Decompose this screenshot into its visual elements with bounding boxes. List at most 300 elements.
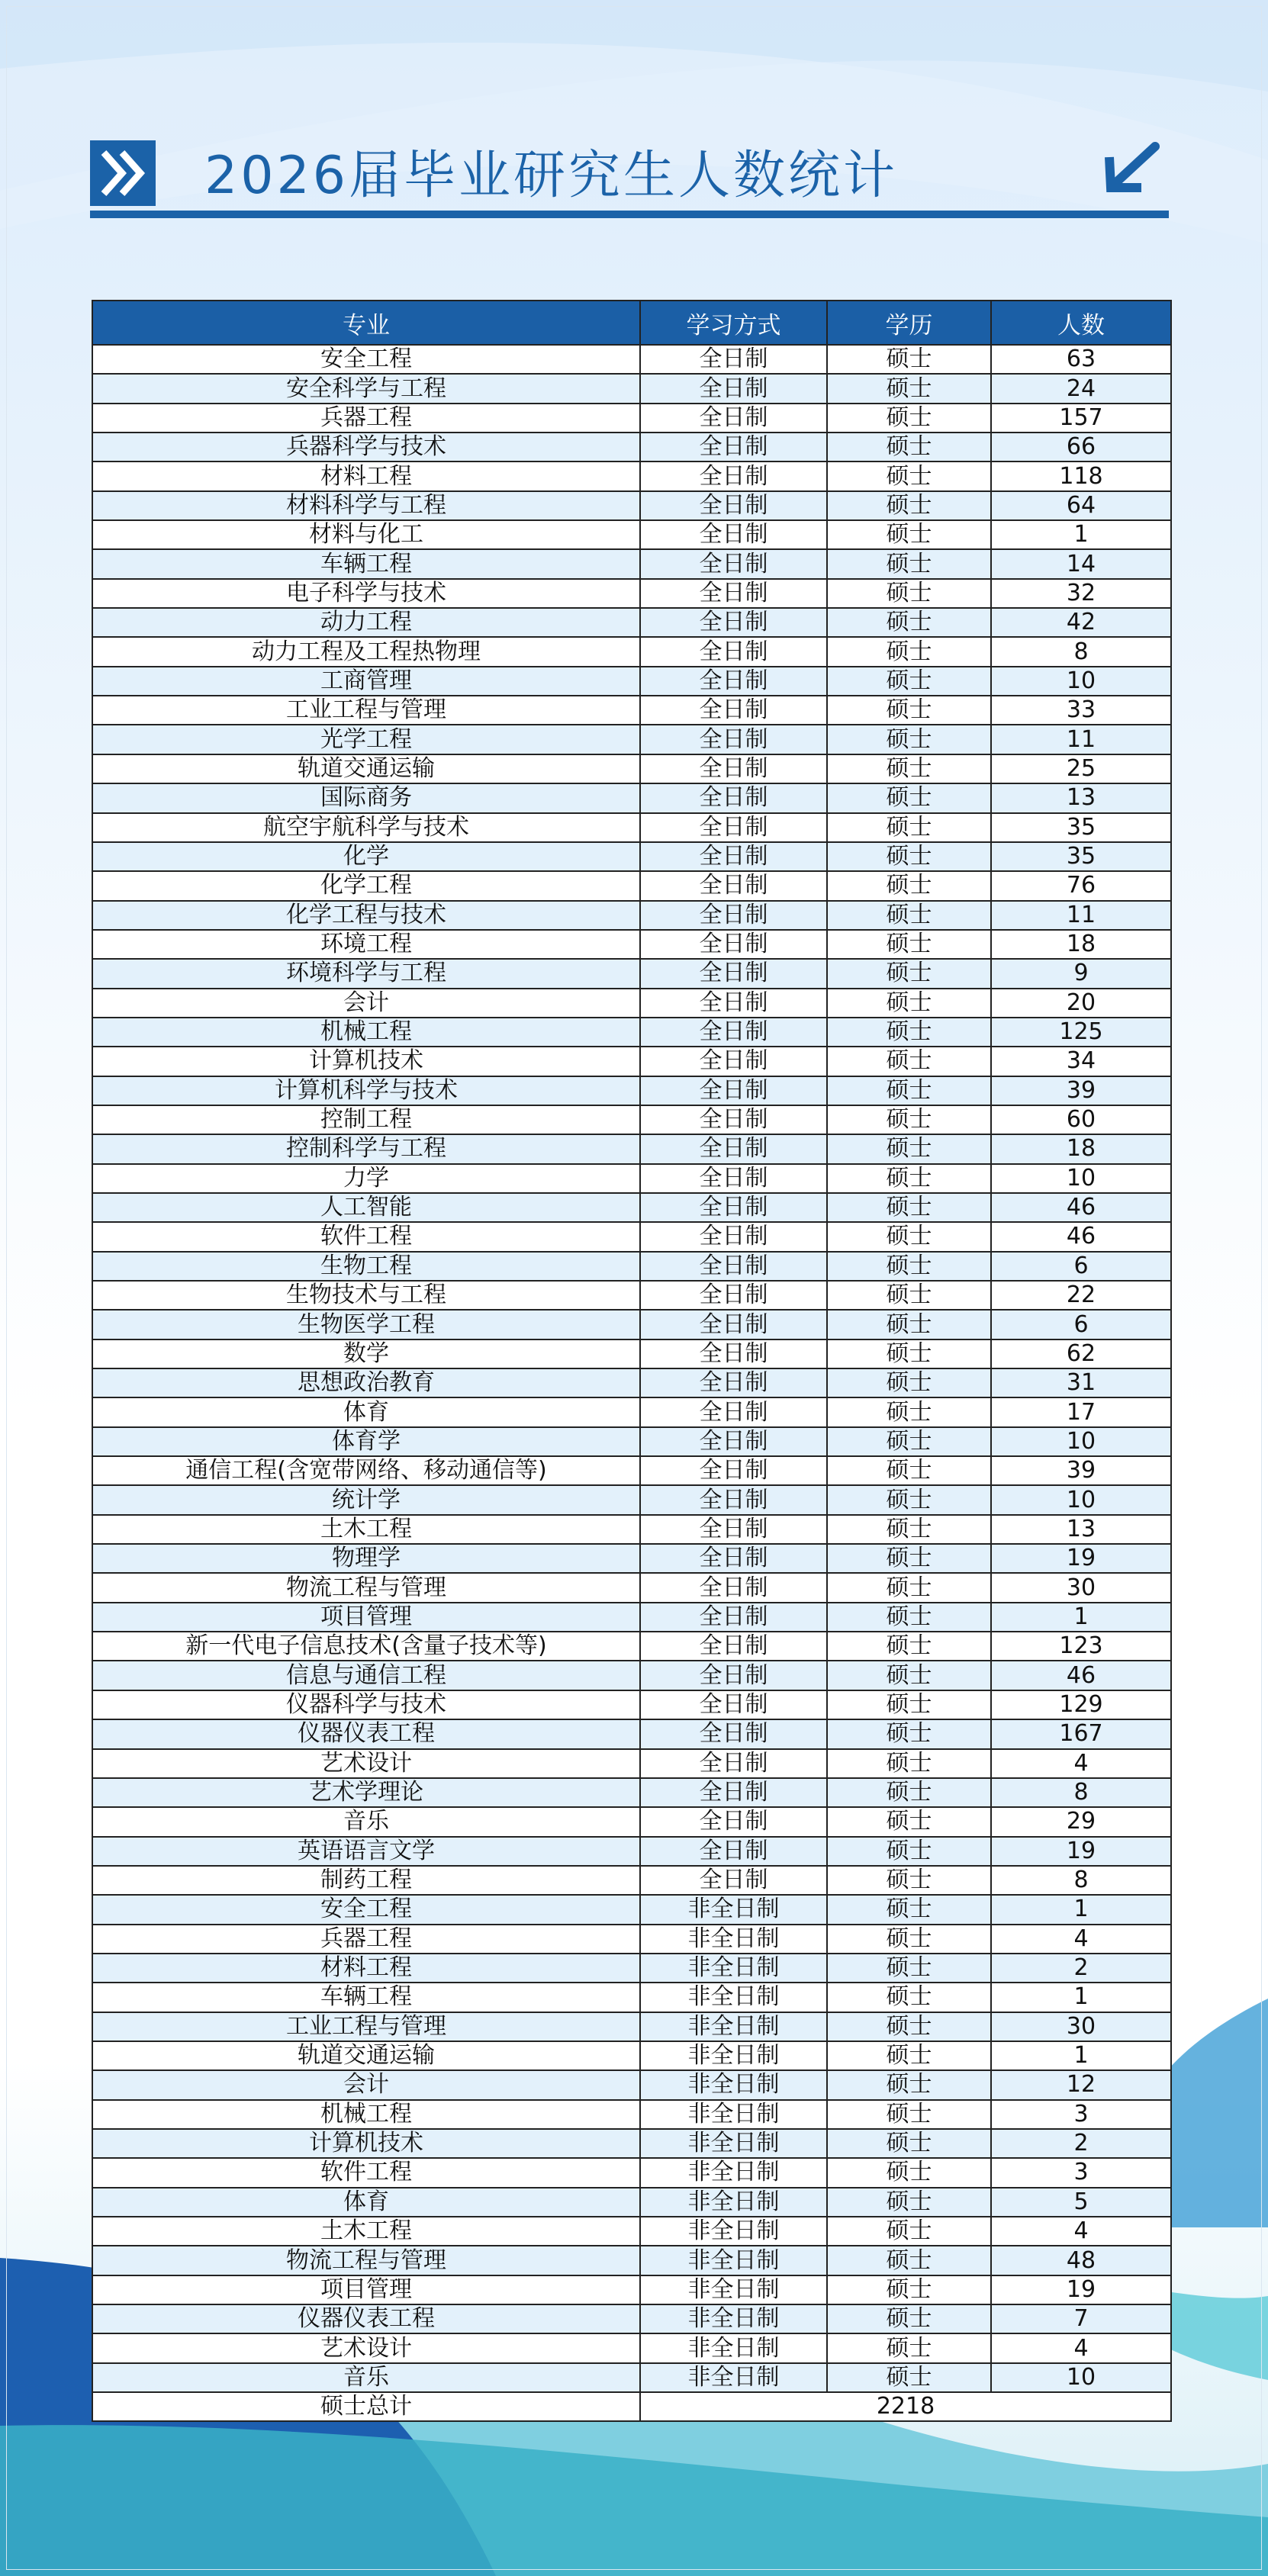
page-header — [90, 137, 1169, 220]
cell-major: 项目管理 — [92, 1603, 640, 1632]
cell-count: 11 — [991, 901, 1171, 930]
cell-major: 材料与化工 — [92, 520, 640, 549]
cell-count: 1 — [991, 520, 1171, 549]
table-row — [92, 1632, 1171, 1661]
cell-degree: 硕士 — [827, 1895, 991, 1924]
cell-study-mode: 全日制 — [640, 1807, 827, 1836]
cell-major: 计算机技术 — [92, 2129, 640, 2158]
cell-study-mode: 全日制 — [640, 930, 827, 959]
cell-study-mode: 全日制 — [640, 754, 827, 783]
cell-study-mode: 全日制 — [640, 1368, 827, 1397]
cell-count: 4 — [991, 1749, 1171, 1778]
cell-major: 音乐 — [92, 2363, 640, 2392]
cell-major: 工业工程与管理 — [92, 2012, 640, 2041]
cell-count: 10 — [991, 667, 1171, 696]
cell-degree: 硕士 — [827, 2333, 991, 2362]
cell-degree: 硕士 — [827, 989, 991, 1018]
table-body — [92, 345, 1171, 2392]
cell-study-mode: 全日制 — [640, 1485, 827, 1514]
cell-count: 6 — [991, 1252, 1171, 1281]
table-row — [92, 2275, 1171, 2304]
cell-study-mode: 全日制 — [640, 1573, 827, 1602]
cell-degree: 硕士 — [827, 1719, 991, 1748]
cell-study-mode: 非全日制 — [640, 2275, 827, 2304]
cell-major: 艺术学理论 — [92, 1778, 640, 1807]
cell-study-mode: 全日制 — [640, 1690, 827, 1719]
cell-study-mode: 全日制 — [640, 725, 827, 754]
cell-major: 人工智能 — [92, 1193, 640, 1222]
cell-major: 控制科学与工程 — [92, 1134, 640, 1163]
cell-study-mode: 非全日制 — [640, 2100, 827, 2129]
table-row — [92, 1397, 1171, 1426]
table-row — [92, 1573, 1171, 1602]
table-row — [92, 1368, 1171, 1397]
cell-degree: 硕士 — [827, 1573, 991, 1602]
table-row — [92, 1485, 1171, 1514]
cell-major: 动力工程 — [92, 608, 640, 637]
cell-degree: 硕士 — [827, 1866, 991, 1895]
cell-count: 125 — [991, 1018, 1171, 1047]
cell-degree: 硕士 — [827, 404, 991, 433]
cell-degree: 硕士 — [827, 1427, 991, 1456]
cell-major: 仪器科学与技术 — [92, 1690, 640, 1719]
cell-count: 18 — [991, 1134, 1171, 1163]
cell-degree: 硕士 — [827, 901, 991, 930]
cell-major: 生物技术与工程 — [92, 1281, 640, 1310]
cell-major: 计算机科学与技术 — [92, 1076, 640, 1105]
cell-count: 19 — [991, 1544, 1171, 1573]
cell-study-mode: 全日制 — [640, 1193, 827, 1222]
cell-major: 化学工程 — [92, 871, 640, 900]
cell-count: 20 — [991, 989, 1171, 1018]
cell-degree: 硕士 — [827, 1164, 991, 1193]
cell-study-mode: 全日制 — [640, 374, 827, 403]
cell-study-mode: 全日制 — [640, 608, 827, 637]
cell-count: 32 — [991, 579, 1171, 608]
table-row — [92, 2246, 1171, 2275]
cell-count: 7 — [991, 2304, 1171, 2333]
cell-study-mode: 全日制 — [640, 1456, 827, 1485]
cell-major: 项目管理 — [92, 2275, 640, 2304]
cell-degree: 硕士 — [827, 1515, 991, 1544]
table-row — [92, 549, 1171, 578]
cell-count: 10 — [991, 1485, 1171, 1514]
cell-major: 仪器仪表工程 — [92, 1719, 640, 1748]
cell-count: 63 — [991, 345, 1171, 374]
table-row — [92, 1076, 1171, 1105]
cell-major: 物流工程与管理 — [92, 1573, 640, 1602]
cell-degree: 硕士 — [827, 959, 991, 988]
cell-study-mode: 全日制 — [640, 461, 827, 490]
table-row — [92, 1281, 1171, 1310]
cell-study-mode: 非全日制 — [640, 2158, 827, 2187]
cell-study-mode: 全日制 — [640, 549, 827, 578]
cell-major: 物理学 — [92, 1544, 640, 1573]
cell-count: 8 — [991, 1866, 1171, 1895]
cell-major: 艺术设计 — [92, 1749, 640, 1778]
table-row — [92, 1427, 1171, 1456]
table-row — [92, 1193, 1171, 1222]
table-row — [92, 1018, 1171, 1047]
table-row — [92, 2188, 1171, 2217]
table-row — [92, 1895, 1171, 1924]
cell-degree: 硕士 — [827, 813, 991, 842]
cell-count: 10 — [991, 2363, 1171, 2392]
cell-count: 76 — [991, 871, 1171, 900]
cell-count: 10 — [991, 1164, 1171, 1193]
cell-major: 轨道交通运输 — [92, 754, 640, 783]
cell-major: 会计 — [92, 989, 640, 1018]
cell-study-mode: 全日制 — [640, 1310, 827, 1339]
cell-count: 5 — [991, 2188, 1171, 2217]
cell-count: 29 — [991, 1807, 1171, 1836]
table-row — [92, 1252, 1171, 1281]
cell-major: 生物工程 — [92, 1252, 640, 1281]
cell-degree: 硕士 — [827, 2070, 991, 2099]
cell-study-mode: 全日制 — [640, 901, 827, 930]
cell-study-mode: 全日制 — [640, 1252, 827, 1281]
cell-count: 22 — [991, 1281, 1171, 1310]
table-row — [92, 901, 1171, 930]
table-row — [92, 2129, 1171, 2158]
cell-study-mode: 全日制 — [640, 1134, 827, 1163]
cell-major: 机械工程 — [92, 1018, 640, 1047]
cell-degree: 硕士 — [827, 345, 991, 374]
cell-study-mode: 非全日制 — [640, 1983, 827, 2012]
table-row — [92, 461, 1171, 490]
cell-count: 118 — [991, 461, 1171, 490]
cell-major: 机械工程 — [92, 2100, 640, 2129]
cell-study-mode: 全日制 — [640, 433, 827, 461]
cell-count: 129 — [991, 1690, 1171, 1719]
cell-major: 安全工程 — [92, 345, 640, 374]
graduate-stats-table — [92, 300, 1172, 2422]
cell-study-mode: 非全日制 — [640, 2304, 827, 2333]
cell-study-mode: 全日制 — [640, 1515, 827, 1544]
table-row — [92, 2304, 1171, 2333]
table-row — [92, 667, 1171, 696]
cell-count: 4 — [991, 2333, 1171, 2362]
cell-count: 14 — [991, 549, 1171, 578]
table-row — [92, 1164, 1171, 1193]
table-row — [92, 2158, 1171, 2187]
cell-study-mode: 全日制 — [640, 813, 827, 842]
cell-major: 音乐 — [92, 1807, 640, 1836]
total-value: 2218 — [640, 2392, 1171, 2421]
cell-count: 2 — [991, 2129, 1171, 2158]
table-row — [92, 754, 1171, 783]
cell-major: 控制工程 — [92, 1105, 640, 1134]
cell-degree: 硕士 — [827, 1076, 991, 1105]
cell-study-mode: 非全日制 — [640, 2041, 827, 2070]
cell-degree: 硕士 — [827, 433, 991, 461]
cell-study-mode: 全日制 — [640, 842, 827, 871]
cell-study-mode: 全日制 — [640, 1281, 827, 1310]
cell-major: 兵器科学与技术 — [92, 433, 640, 461]
table-row — [92, 1807, 1171, 1836]
table-row — [92, 930, 1171, 959]
cell-count: 9 — [991, 959, 1171, 988]
cell-degree: 硕士 — [827, 637, 991, 666]
cell-degree: 硕士 — [827, 754, 991, 783]
cell-count: 19 — [991, 2275, 1171, 2304]
cell-degree: 硕士 — [827, 1544, 991, 1573]
cell-study-mode: 全日制 — [640, 1661, 827, 1690]
cell-major: 工商管理 — [92, 667, 640, 696]
cell-major: 生物医学工程 — [92, 1310, 640, 1339]
header-study-mode: 学习方式 — [640, 301, 827, 345]
cell-degree: 硕士 — [827, 1456, 991, 1485]
cell-degree: 硕士 — [827, 2275, 991, 2304]
cell-major: 仪器仪表工程 — [92, 2304, 640, 2333]
cell-degree: 硕士 — [827, 608, 991, 637]
cell-count: 46 — [991, 1193, 1171, 1222]
cell-major: 会计 — [92, 2070, 640, 2099]
cell-study-mode: 全日制 — [640, 1427, 827, 1456]
table-row — [92, 2041, 1171, 2070]
cell-study-mode: 全日制 — [640, 1047, 827, 1076]
cell-study-mode: 全日制 — [640, 1749, 827, 1778]
table-row — [92, 520, 1171, 549]
cell-degree: 硕士 — [827, 1310, 991, 1339]
cell-degree: 硕士 — [827, 1983, 991, 2012]
cell-count: 12 — [991, 2070, 1171, 2099]
cell-study-mode: 全日制 — [640, 1837, 827, 1866]
cell-study-mode: 全日制 — [640, 404, 827, 433]
cell-major: 体育 — [92, 1397, 640, 1426]
table-row — [92, 1954, 1171, 1983]
cell-major: 体育学 — [92, 1427, 640, 1456]
cell-major: 土木工程 — [92, 2217, 640, 2246]
cell-major: 计算机技术 — [92, 1047, 640, 1076]
cell-count: 60 — [991, 1105, 1171, 1134]
cell-count: 1 — [991, 1983, 1171, 2012]
cell-study-mode: 全日制 — [640, 579, 827, 608]
table-row — [92, 1339, 1171, 1368]
cell-degree: 硕士 — [827, 2363, 991, 2392]
cell-major: 安全工程 — [92, 1895, 640, 1924]
cell-study-mode: 全日制 — [640, 696, 827, 725]
total-row — [92, 2392, 1171, 2421]
cell-count: 34 — [991, 1047, 1171, 1076]
cell-degree: 硕士 — [827, 1807, 991, 1836]
cell-major: 国际商务 — [92, 783, 640, 812]
cell-count: 25 — [991, 754, 1171, 783]
table-row — [92, 2012, 1171, 2041]
cell-degree: 硕士 — [827, 1925, 991, 1954]
cell-degree: 硕士 — [827, 579, 991, 608]
cell-count: 33 — [991, 696, 1171, 725]
cell-count: 1 — [991, 1895, 1171, 1924]
cell-degree: 硕士 — [827, 549, 991, 578]
header-degree: 学历 — [827, 301, 991, 345]
cell-count: 167 — [991, 1719, 1171, 1748]
cell-degree: 硕士 — [827, 1485, 991, 1514]
cell-count: 19 — [991, 1837, 1171, 1866]
cell-degree: 硕士 — [827, 1193, 991, 1222]
cell-study-mode: 全日制 — [640, 1076, 827, 1105]
cell-major: 体育 — [92, 2188, 640, 2217]
cell-degree: 硕士 — [827, 1368, 991, 1397]
cell-study-mode: 非全日制 — [640, 1954, 827, 1983]
cell-degree: 硕士 — [827, 1281, 991, 1310]
table-row — [92, 1222, 1171, 1251]
cell-major: 统计学 — [92, 1485, 640, 1514]
table-row — [92, 1105, 1171, 1134]
cell-count: 2 — [991, 1954, 1171, 1983]
cell-count: 64 — [991, 491, 1171, 520]
cell-degree: 硕士 — [827, 1954, 991, 1983]
cell-count: 3 — [991, 2158, 1171, 2187]
table-row — [92, 1661, 1171, 1690]
cell-study-mode: 全日制 — [640, 1339, 827, 1368]
cell-degree: 硕士 — [827, 1018, 991, 1047]
cell-count: 39 — [991, 1076, 1171, 1105]
cell-study-mode: 全日制 — [640, 520, 827, 549]
table-row — [92, 1603, 1171, 1632]
cell-count: 35 — [991, 842, 1171, 871]
cell-study-mode: 全日制 — [640, 1778, 827, 1807]
cell-degree: 硕士 — [827, 1134, 991, 1163]
table-row — [92, 579, 1171, 608]
table-row — [92, 1719, 1171, 1748]
cell-degree: 硕士 — [827, 1661, 991, 1690]
cell-count: 6 — [991, 1310, 1171, 1339]
cell-major: 新一代电子信息技术(含量子技术等) — [92, 1632, 640, 1661]
table-row — [92, 2333, 1171, 2362]
cell-degree: 硕士 — [827, 2041, 991, 2070]
cell-degree: 硕士 — [827, 725, 991, 754]
cell-major: 通信工程(含宽带网络、移动通信等) — [92, 1456, 640, 1485]
cell-count: 39 — [991, 1456, 1171, 1485]
table-row — [92, 1456, 1171, 1485]
cell-major: 动力工程及工程热物理 — [92, 637, 640, 666]
cell-degree: 硕士 — [827, 842, 991, 871]
cell-major: 物流工程与管理 — [92, 2246, 640, 2275]
cell-count: 30 — [991, 1573, 1171, 1602]
cell-count: 46 — [991, 1661, 1171, 1690]
table-row — [92, 345, 1171, 374]
cell-major: 光学工程 — [92, 725, 640, 754]
cell-degree: 硕士 — [827, 1222, 991, 1251]
cell-count: 46 — [991, 1222, 1171, 1251]
cell-degree: 硕士 — [827, 461, 991, 490]
table-row — [92, 725, 1171, 754]
title-underline — [90, 211, 1169, 218]
cell-study-mode: 非全日制 — [640, 2129, 827, 2158]
table-row — [92, 2100, 1171, 2129]
table-row — [92, 1690, 1171, 1719]
table-row — [92, 637, 1171, 666]
cell-major: 轨道交通运输 — [92, 2041, 640, 2070]
cell-study-mode: 全日制 — [640, 871, 827, 900]
cell-degree: 硕士 — [827, 1632, 991, 1661]
table-row — [92, 1134, 1171, 1163]
cell-count: 1 — [991, 2041, 1171, 2070]
cell-major: 环境工程 — [92, 930, 640, 959]
cell-study-mode: 非全日制 — [640, 2246, 827, 2275]
cell-study-mode: 全日制 — [640, 1018, 827, 1047]
cell-study-mode: 全日制 — [640, 1105, 827, 1134]
cell-major: 软件工程 — [92, 1222, 640, 1251]
cell-degree: 硕士 — [827, 520, 991, 549]
table-row — [92, 813, 1171, 842]
cell-major: 信息与通信工程 — [92, 1661, 640, 1690]
cell-degree: 硕士 — [827, 783, 991, 812]
table-row — [92, 433, 1171, 461]
table-row — [92, 2217, 1171, 2246]
cell-count: 31 — [991, 1368, 1171, 1397]
cell-major: 工业工程与管理 — [92, 696, 640, 725]
cell-degree: 硕士 — [827, 2158, 991, 2187]
cell-degree: 硕士 — [827, 491, 991, 520]
cell-study-mode: 非全日制 — [640, 2188, 827, 2217]
cell-major: 车辆工程 — [92, 549, 640, 578]
cell-count: 42 — [991, 608, 1171, 637]
table-row — [92, 1515, 1171, 1544]
cell-major: 软件工程 — [92, 2158, 640, 2187]
cell-degree: 硕士 — [827, 2304, 991, 2333]
table-row — [92, 1047, 1171, 1076]
cell-count: 24 — [991, 374, 1171, 403]
cell-major: 化学 — [92, 842, 640, 871]
cell-count: 30 — [991, 2012, 1171, 2041]
cell-major: 制药工程 — [92, 1866, 640, 1895]
cell-study-mode: 全日制 — [640, 1164, 827, 1193]
cell-count: 123 — [991, 1632, 1171, 1661]
cell-degree: 硕士 — [827, 2012, 991, 2041]
cell-major: 力学 — [92, 1164, 640, 1193]
cell-count: 62 — [991, 1339, 1171, 1368]
cell-major: 安全科学与工程 — [92, 374, 640, 403]
cell-count: 4 — [991, 1925, 1171, 1954]
table-row — [92, 1925, 1171, 1954]
table-row — [92, 959, 1171, 988]
cell-major: 环境科学与工程 — [92, 959, 640, 988]
cell-count: 35 — [991, 813, 1171, 842]
cell-degree: 硕士 — [827, 2129, 991, 2158]
cell-major: 航空宇航科学与技术 — [92, 813, 640, 842]
cell-count: 13 — [991, 1515, 1171, 1544]
cell-count: 17 — [991, 1397, 1171, 1426]
cell-major: 化学工程与技术 — [92, 901, 640, 930]
cell-major: 材料工程 — [92, 1954, 640, 1983]
cell-study-mode: 全日制 — [640, 989, 827, 1018]
cell-degree: 硕士 — [827, 1778, 991, 1807]
table-row — [92, 2363, 1171, 2392]
cell-major: 材料科学与工程 — [92, 491, 640, 520]
cell-study-mode: 非全日制 — [640, 2070, 827, 2099]
cell-degree: 硕士 — [827, 696, 991, 725]
cell-study-mode: 全日制 — [640, 1222, 827, 1251]
double-chevron-right-icon — [90, 140, 156, 206]
cell-degree: 硕士 — [827, 1690, 991, 1719]
cell-degree: 硕士 — [827, 1105, 991, 1134]
table-row — [92, 404, 1171, 433]
total-label: 硕士总计 — [92, 2392, 640, 2421]
cell-study-mode: 全日制 — [640, 783, 827, 812]
cell-count: 1 — [991, 1603, 1171, 1632]
cell-major: 车辆工程 — [92, 1983, 640, 2012]
table-row — [92, 374, 1171, 403]
header-major: 专业 — [92, 301, 640, 345]
table-row — [92, 1544, 1171, 1573]
table-row — [92, 842, 1171, 871]
cell-study-mode: 全日制 — [640, 959, 827, 988]
page-title: 2026届毕业研究生人数统计 — [204, 146, 899, 206]
cell-major: 兵器工程 — [92, 1925, 640, 1954]
table-row — [92, 783, 1171, 812]
